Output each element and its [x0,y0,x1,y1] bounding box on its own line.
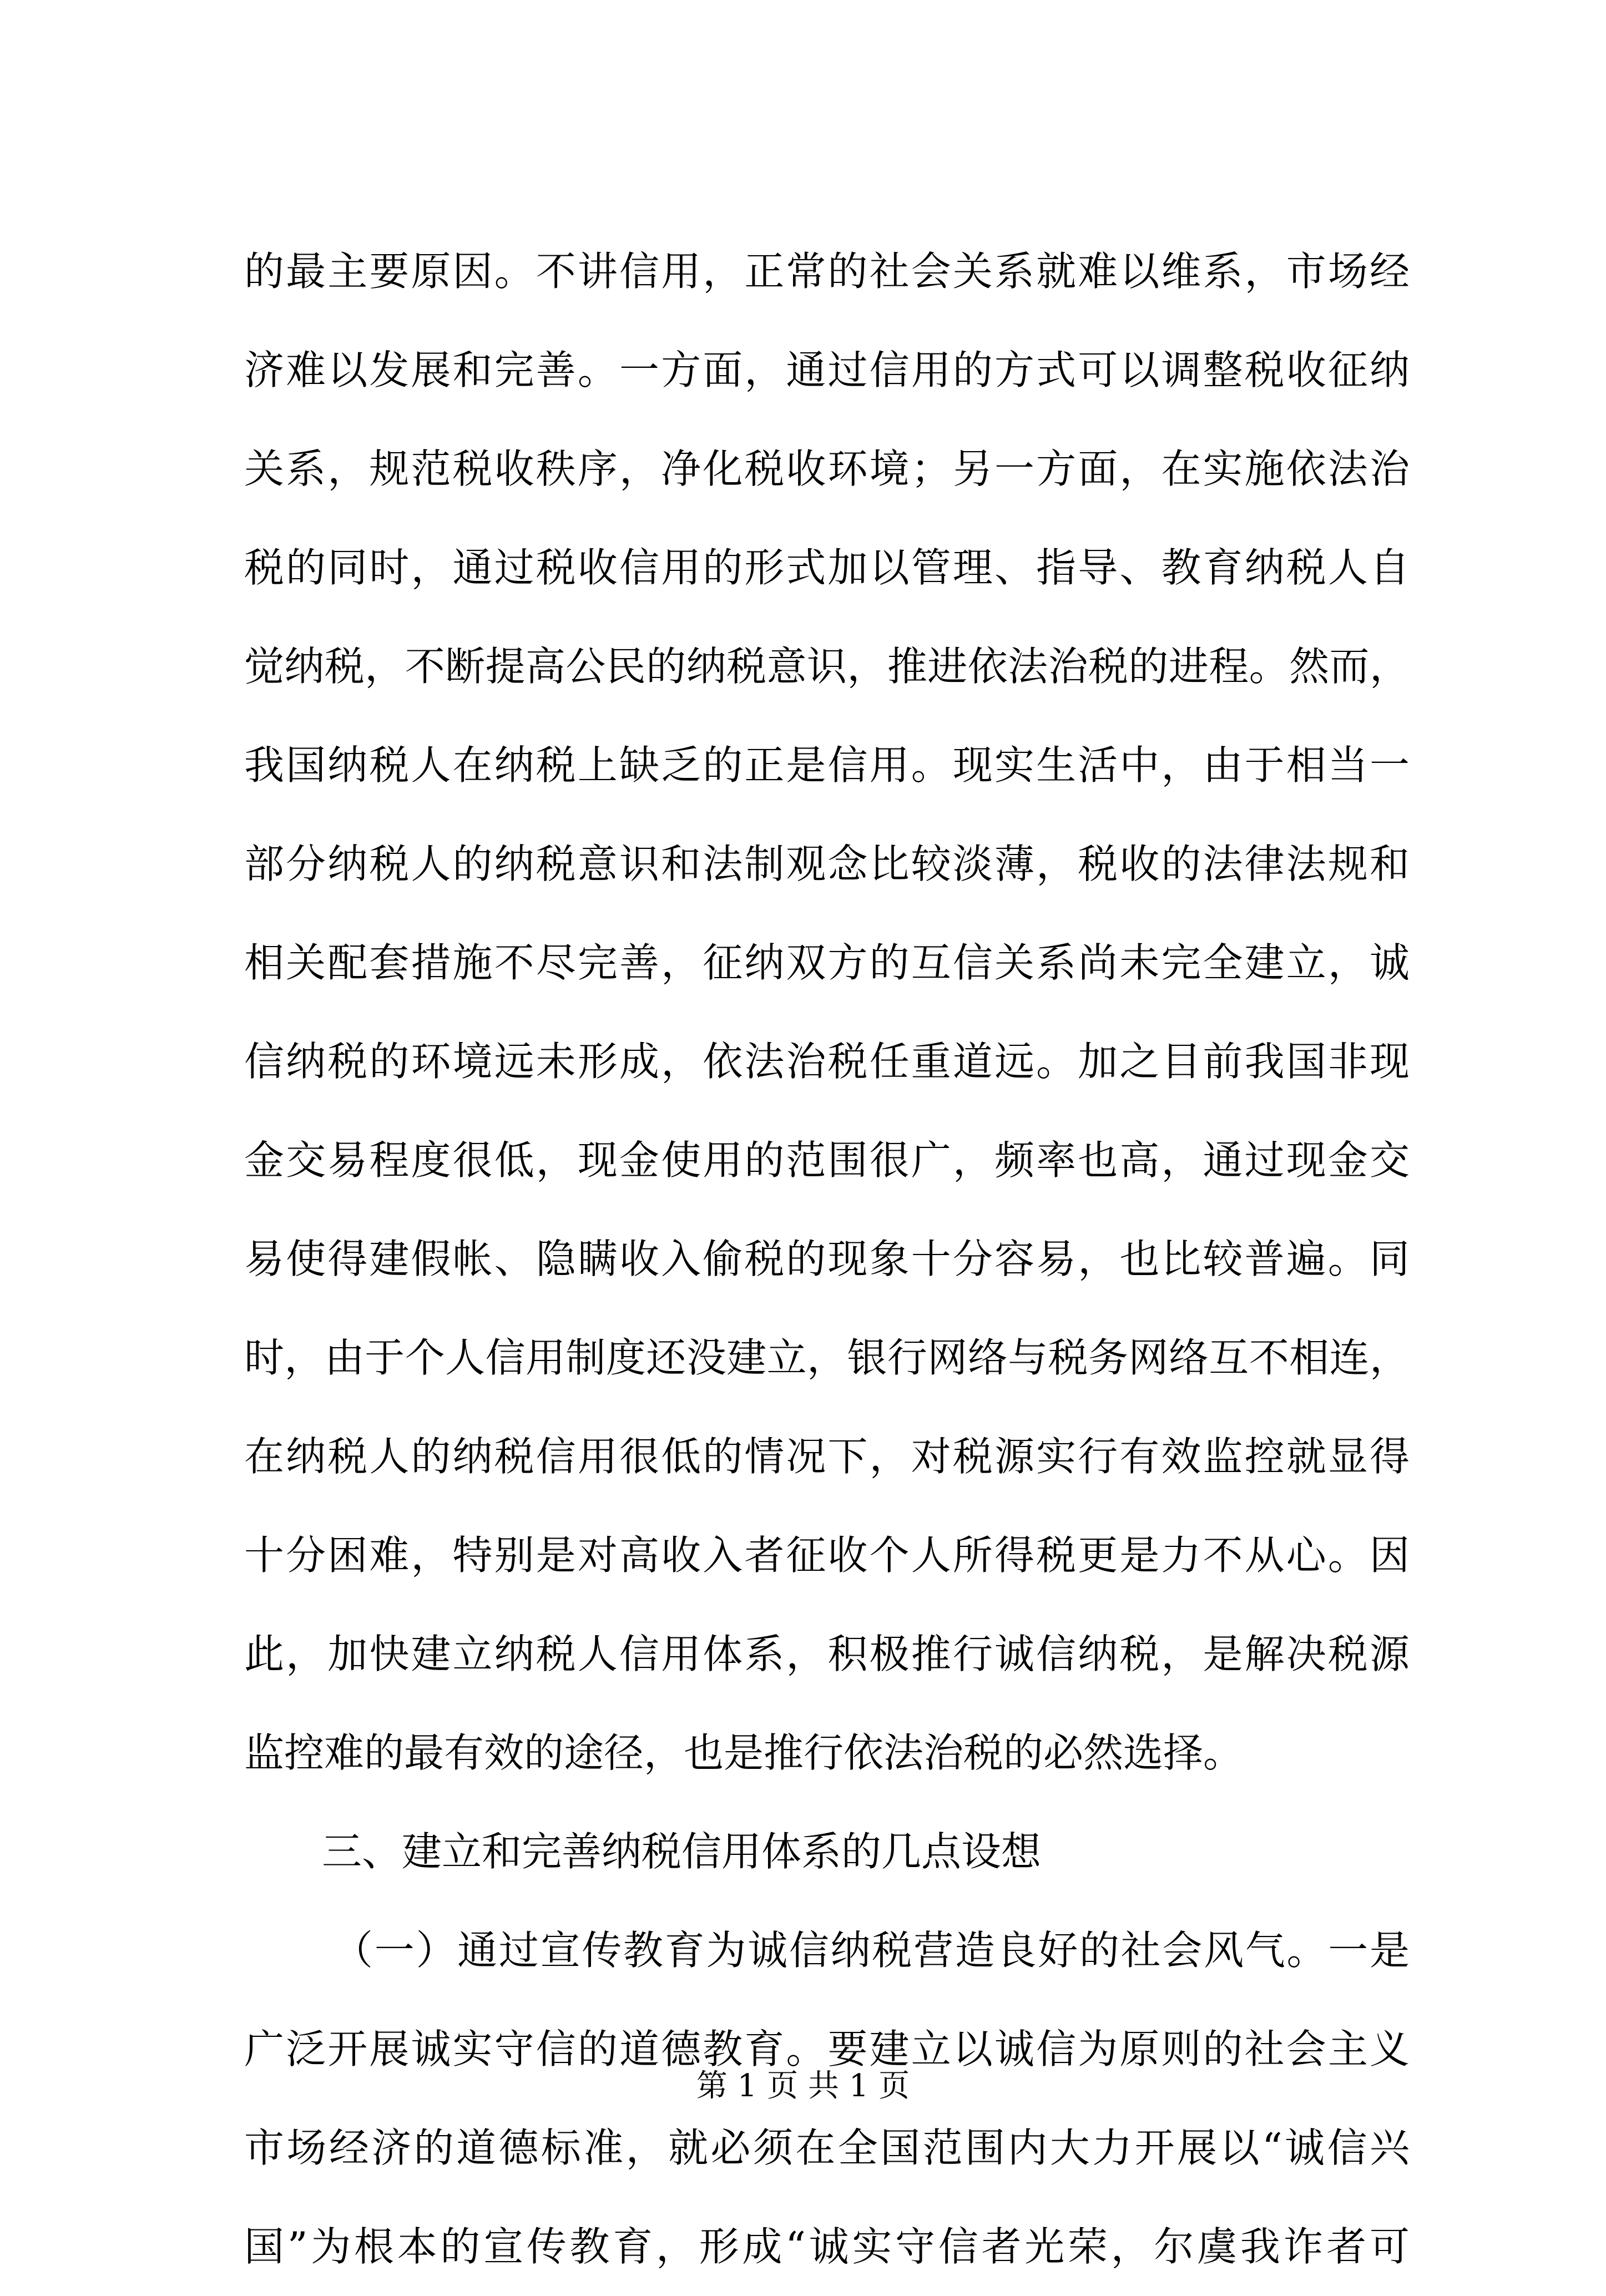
text-line: （一）通过宣传教育为诚信纳税营造良好的社会风气。一是 [333,1927,1410,1974]
text-line: 时，由于个人信用制度还没建立，银行网络与税务网络互不相连， [244,1334,1410,1381]
text-line: 的最主要原因。不讲信用，正常的社会关系就难以维系，市场经 [244,248,1410,295]
text-line: 监控难的最有效的途径，也是推行依法治税的必然选择。 [244,1729,1244,1776]
text-line: 信纳税的环境远未形成，依法治税任重道远。加之目前我国非现 [244,1038,1410,1085]
page-number: 第 1 页 共 1 页 [696,2068,910,2104]
text-line: 广泛开展诚实守信的道德教育。要建立以诚信为原则的社会主义 [244,2026,1410,2072]
text-line: 此，加快建立纳税人信用体系，积极推行诚信纳税，是解决税源 [244,1631,1410,1677]
text-line: 相关配套措施不尽完善，征纳双方的互信关系尚未完全建立，诚 [244,939,1410,986]
text-line: 觉纳税，不断提高公民的纳税意识，推进依法治税的进程。然而， [244,643,1410,690]
text-line: 国”为根本的宣传教育，形成“诚实守信者光荣，尔虞我诈者可 [244,2223,1410,2270]
body-text [244,222,1410,2296]
text-line: 税的同时，通过税收信用的形式加以管理、指导、教育纳税人自 [244,544,1410,591]
text-line: 济难以发展和完善。一方面，通过信用的方式可以调整税收征纳 [244,347,1410,393]
section-heading: 三、建立和完善纳税信用体系的几点设想 [322,1828,1042,1875]
text-line: 我国纳税人在纳税上缺乏的正是信用。现实生活中，由于相当一 [244,742,1410,788]
text-line: 在纳税人的纳税信用很低的情况下，对税源实行有效监控就显得 [244,1433,1410,1480]
text-line: 部分纳税人的纳税意识和法制观念比较淡薄，税收的法律法规和 [244,841,1410,887]
text-line: 易使得建假帐、隐瞒收入偷税的现象十分容易，也比较普遍。同 [244,1236,1410,1282]
text-line: 关系，规范税收秩序，净化税收环境；另一方面，在实施依法治 [244,446,1410,492]
text-line: 十分困难，特别是对高收入者征收个人所得税更是力不从心。因 [244,1532,1410,1579]
text-line: 金交易程度很低，现金使用的范围很广，频率也高，通过现金交 [244,1137,1410,1184]
page-footer [0,2064,1606,2108]
text-line: 市场经济的道德标准，就必须在全国范围内大力开展以“诚信兴 [244,2125,1410,2171]
